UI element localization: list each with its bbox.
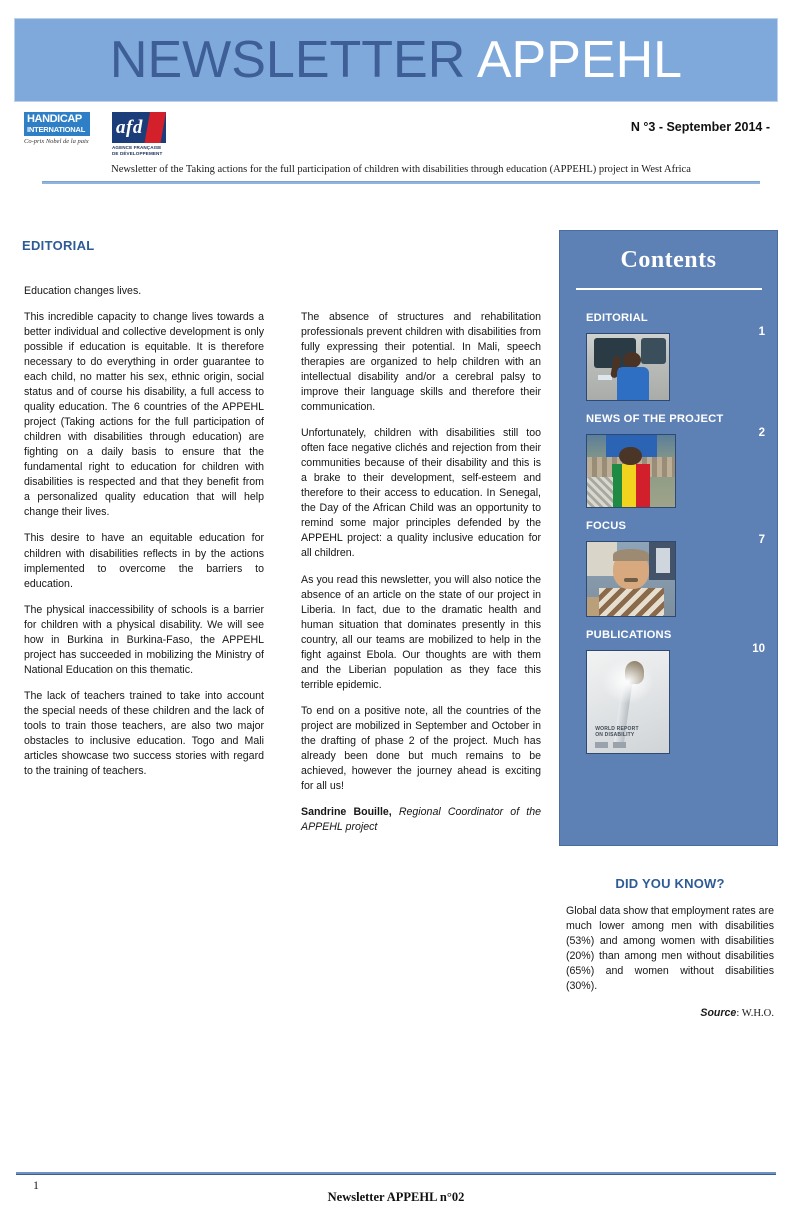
handicap-international-logo-tagline: Co-prix Nobel de la paix	[24, 138, 89, 146]
contents-divider	[576, 288, 762, 290]
did-you-know-source	[566, 1007, 774, 1019]
subtitle-divider	[42, 181, 760, 184]
did-you-know-body: Global data show that employment rates are much lower among men with disabilities (53%) and among women with disabilities (20%) than among men without disabilities (65%) and women without disabilities (30%).	[566, 905, 774, 993]
book-cover-caption-line2: ON DISABILITY	[595, 732, 635, 739]
handicap-international-logo-line1: HANDICAP	[27, 113, 82, 125]
boy-beside-vehicle-photo	[586, 333, 670, 401]
book-cover-caption	[595, 726, 662, 739]
editorial-paragraph: Unfortunately, children with disabilities still too often face negative clichés and rejection from their communities because of their disability and this is a brake to their development, self-esteem and therefore to their access to education. In Senegal, the Day of the African Child was an opportunity to remind some major principles defended by the APPEHL project: a quality inclusive education for all children.	[301, 427, 541, 560]
did-you-know-section	[566, 876, 774, 1019]
footer-title: Newsletter APPEHL n°02	[327, 1190, 465, 1204]
editorial-paragraph: The absence of structures and rehabilitation professionals prevent children with disabilities from fully expressing their potential. In Mali, speech therapies are organized to help children with an intellectual disability and/or a cerebral palsy to improve their language skills and therefore their communication.	[301, 311, 541, 414]
afd-logo-caption-line1: AGENCE FRANÇAISE	[112, 145, 162, 150]
editorial-paragraph: Education changes lives.	[24, 285, 142, 297]
masthead-title-part1: NEWSLETTER	[109, 31, 477, 89]
footer-page-number: 1	[33, 1178, 39, 1192]
child-in-colorful-shirt-photo	[586, 434, 676, 508]
handicap-international-logo-box	[24, 112, 90, 136]
editorial-paragraph: This incredible capacity to change lives towards a better individual and collective development is only possible if education is equitable. It is therefore necessary to do everything in order guarantee to each child, no matter his sex, ethnic origin, social status and of course his disability, a full access to quality education. The 6 countries of the APPEHL project (Taking actions for the full participation of children with disabilities through education) are fighting on a daily basis to ensure that the fundamental right to education for children with disabilities is respected and that they benefit from a personalized quality education that will help change their lives.	[24, 311, 264, 519]
toc-entry-editorial[interactable]	[586, 312, 777, 401]
world-report-on-disability-cover	[586, 650, 670, 754]
toc-label: EDITORIAL	[586, 312, 648, 324]
man-with-mustache-portrait-photo	[586, 541, 676, 617]
editorial-paragraph: This desire to have an equitable education for children with disabilities reflects in by the actions implemented to overcome the barriers to education.	[24, 532, 264, 590]
logo-group	[24, 112, 166, 156]
afd-logo-caption-line2: DE DÉVELOPPEMENT	[112, 150, 163, 156]
handicap-international-logo-line2: INTERNATIONAL	[27, 124, 86, 134]
source-label: Source	[700, 1007, 737, 1020]
editorial-paragraph: As you read this newsletter, you will also notice the absence of an article on the state of our project in Liberia. In fact, due to the dramatic health and human situation that dominates presently in this country, all our teams are mobilized to help in the fight against Ebola. Our thoughts are with them and the Liberian population as they face this terrible epidemic.	[301, 573, 541, 691]
footer-divider	[16, 1172, 776, 1175]
issue-date: N °3 - September 2014 -	[630, 120, 770, 134]
book-cover-caption-line1: WORLD REPORT	[595, 726, 639, 733]
header-logo-row	[14, 110, 778, 158]
toc-label: NEWS OF THE PROJECT	[586, 413, 724, 425]
masthead-banner	[14, 18, 778, 102]
signature-name: Sandrine Bouille,	[301, 805, 392, 818]
newsletter-subtitle-block	[42, 163, 760, 184]
editorial-middle-column	[301, 310, 541, 846]
afd-logo-box	[112, 112, 166, 143]
did-you-know-title: DID YOU KNOW?	[615, 876, 725, 891]
toc-page-number: 7	[758, 534, 765, 546]
toc-label: PUBLICATIONS	[586, 629, 672, 641]
toc-entry-news-of-the-project[interactable]	[586, 413, 777, 508]
editorial-paragraph: To end on a positive note, all the countries of the project are mobilized in September and October in the drafting of phase 2 of the project. Much has already been done but much remains to be achieved, however the journey ahead is exciting for all us!	[301, 704, 541, 792]
editorial-paragraph: The lack of teachers trained to take into account the special needs of these children and the lack of tools to train those teachers, are also two major obstacles to inclusive education. Togo and Mali articles showcase two success stories with regard to the training of teachers.	[24, 689, 264, 777]
afd-logo-letters: afd	[116, 116, 143, 138]
toc-label: FOCUS	[586, 520, 627, 532]
book-cover-logos	[595, 742, 626, 748]
afd-logo	[112, 112, 166, 156]
editorial-left-column	[24, 284, 264, 790]
toc-entry-publications[interactable]	[586, 629, 777, 754]
table-of-contents	[560, 312, 777, 754]
editorial-heading: EDITORIAL	[22, 238, 95, 253]
afd-logo-caption	[112, 145, 166, 156]
contents-title: Contents	[620, 247, 717, 273]
newsletter-subtitle: Newsletter of the Taking actions for the full participation of children with disabilities through education (APPEHL) project in West Africa	[111, 164, 691, 175]
masthead-title-part2: APPEHL	[476, 31, 683, 89]
handicap-international-logo	[24, 112, 90, 145]
contents-sidebar	[559, 230, 778, 846]
editorial-signature	[301, 805, 541, 835]
editorial-paragraph: The physical inaccessibility of schools is a barrier for children with a physical disability. We will see how in Burkina in Burkina-Faso, the APPEHL project has succeeded in mobilizing the Ministry of National Education on this thematic.	[24, 603, 264, 676]
source-value: : W.H.O.	[736, 1008, 774, 1020]
page-title	[109, 31, 683, 89]
afd-logo-red-accent	[145, 112, 166, 143]
toc-page-number: 2	[758, 427, 765, 439]
toc-page-number: 1	[758, 326, 765, 338]
toc-page-number: 10	[752, 643, 765, 655]
toc-entry-focus[interactable]	[586, 520, 777, 617]
signature-role: Regional Coordinator of the APPEHL project	[301, 805, 542, 833]
